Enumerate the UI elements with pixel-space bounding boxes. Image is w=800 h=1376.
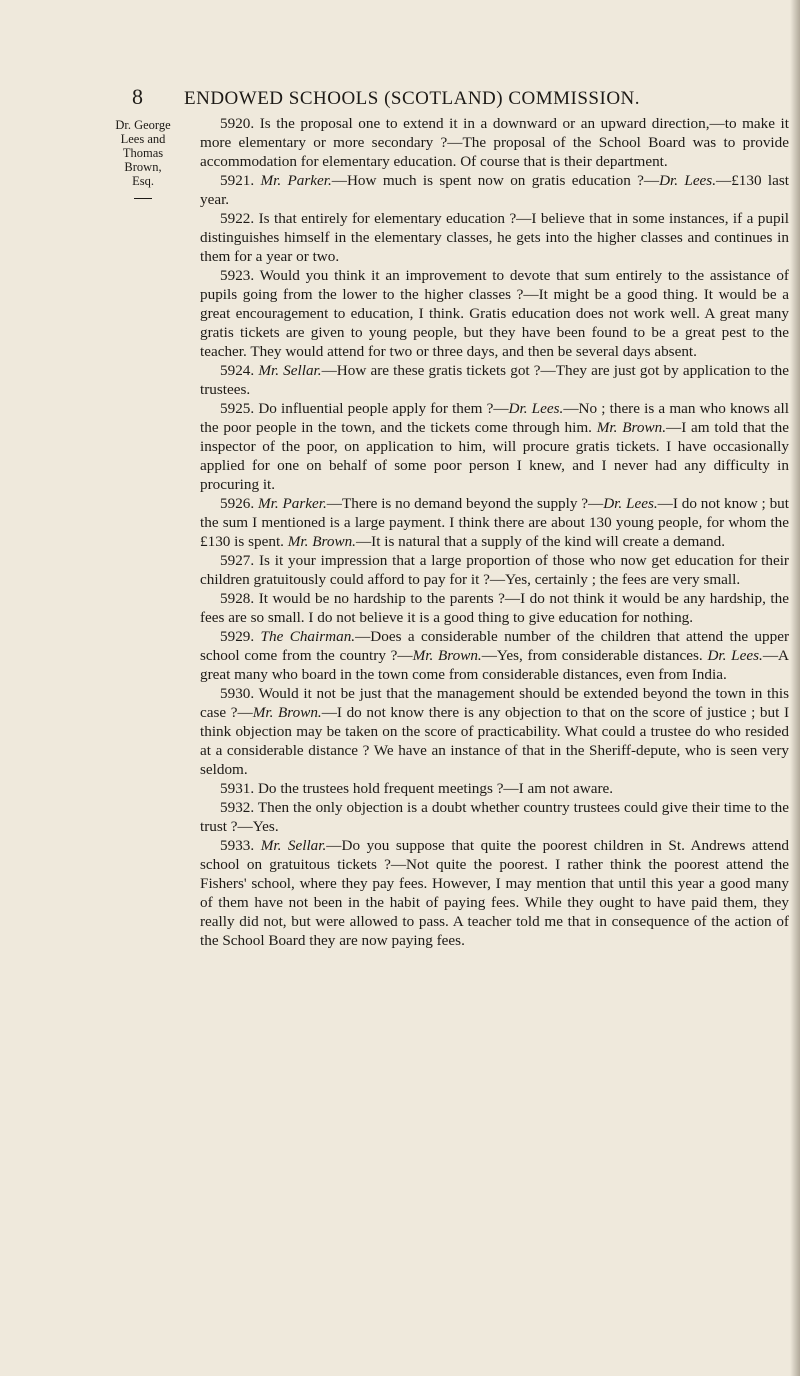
margin-note-line: Dr. George: [115, 118, 171, 132]
paragraph-text: 5921.: [220, 172, 261, 189]
testimony-paragraph: [200, 836, 789, 950]
speaker-name: Mr. Brown.: [412, 647, 482, 664]
paragraph-text: 5930. Would it not be just that the management should be extended beyond the town in this case ?—: [200, 685, 789, 721]
paragraph-text: —Do you suppose that quite the poorest children in St. Andrews attend school on gratuitous tickets ?—Not quite the poorest. I rather think the poorest attend the Fishers' school, where they pay fees. However, I may mention that until this year a good many of them have not been in the habit of paying fees. While they ought to have paid them, they really did not, but were allowed to pass. A teacher told me that in consequence of the action of the School Board they are now paying fees.: [200, 837, 790, 949]
testimony-paragraph: [200, 209, 789, 266]
margin-note-line: Lees and: [120, 132, 166, 146]
paragraph-text: —Yes, from considerable distances.: [481, 647, 708, 664]
page-edge-shadow: [790, 0, 800, 1376]
speaker-name: Dr. Lees.: [659, 172, 717, 189]
testimony-paragraph: [200, 551, 789, 589]
paragraph-text: 5923. Would you think it an improvement to devote that sum entirely to the assistance of pupils going from the lower to the higher classes ?—It might be a good thing. It would be a great encouragement to education, I think. Gratis education does not work well. A great many gratis tickets are given to young people, but they have been found to be a great pest to the teacher. They would attend for two or three days, and then be several days absent.: [200, 267, 789, 360]
testimony-paragraph: [200, 589, 789, 627]
paragraph-text: 5933.: [220, 837, 261, 854]
speaker-name: The Chairman.: [260, 628, 356, 645]
testimony-paragraph: [200, 684, 789, 779]
paragraph-text: —I do not know ; but the sum I mentioned is a large payment. I think there are about 130 young people, for whom the £130 is spent.: [200, 495, 789, 550]
margin-rule: [134, 198, 152, 199]
paragraph-text: 5922. Is that entirely for elementary education ?—I believe that in some instances, if a pupil distinguishes himself in the elementary classes, he gets into the higher classes and continues in them for a year or two.: [200, 210, 789, 265]
margin-note-line: Thomas: [122, 146, 164, 160]
testimony-paragraph: [200, 627, 789, 684]
paragraph-text: 5929.: [220, 628, 261, 645]
speaker-name: Dr. Lees.: [508, 400, 564, 417]
paragraph-text: 5925. Do influential people apply for them ?—: [220, 400, 509, 417]
paragraph-text: 5926.: [220, 495, 258, 512]
page-number: 8: [132, 84, 143, 109]
testimony-paragraph: [200, 171, 789, 209]
paragraph-text: 5932. Then the only objection is a doubt whether country trustees could give their time to the trust ?—Yes.: [200, 799, 789, 835]
paragraph-text: —It is natural that a supply of the kind will create a demand.: [355, 533, 726, 550]
paragraph-text: —A great many who board in the town come from considerable distances, even from India.: [200, 647, 789, 683]
paragraph-text: 5924.: [220, 362, 259, 379]
speaker-name: Dr. Lees.: [707, 647, 763, 664]
paragraph-text: 5931. Do the trustees hold frequent meetings ?—I am not aware.: [220, 780, 614, 797]
margin-note: [103, 118, 183, 202]
paragraph-text: —I am told that the inspector of the poor, on application to him, will procure gratis tickets. I have occasionally applied for one on behalf of some poor person I knew, and I never had any difficulty in procuring it.: [200, 419, 789, 493]
paragraph-text: —No ; there is a man who knows all the poor people in the town, and the tickets come through him.: [200, 400, 789, 436]
paragraph-text: —How are these gratis tickets got ?—They are just got by application to the trustees.: [200, 362, 790, 398]
testimony-paragraph: [200, 399, 789, 494]
speaker-name: Mr. Parker.: [260, 172, 332, 189]
paragraph-text: —How much is spent now on gratis education ?—: [331, 172, 660, 189]
speaker-name: Dr. Lees.: [603, 495, 658, 512]
paragraph-text: —Does a considerable number of the children that attend the upper school come from the country ?—: [200, 628, 790, 664]
page-header: [132, 84, 692, 110]
testimony-paragraph: [200, 798, 789, 836]
testimony-paragraph: [200, 494, 789, 551]
speaker-name: Mr. Sellar.: [260, 837, 327, 854]
running-head: ENDOWED SCHOOLS (SCOTLAND) COMMISSION.: [184, 88, 641, 109]
testimony-body: [200, 114, 789, 950]
speaker-name: Mr. Brown.: [287, 533, 356, 550]
testimony-paragraph: [200, 779, 789, 798]
paragraph-text: 5928. It would be no hardship to the parents ?—I do not think it would be any hardship, the fees are so small. I do not believe it is a good thing to give education for nothing.: [200, 590, 789, 626]
paragraph-text: —There is no demand beyond the supply ?—: [326, 495, 604, 512]
testimony-paragraph: [200, 361, 789, 399]
speaker-name: Mr. Parker.: [258, 495, 327, 512]
speaker-name: Mr. Sellar.: [258, 362, 322, 379]
testimony-paragraph: [200, 114, 789, 171]
speaker-name: Mr. Brown.: [596, 419, 666, 436]
paragraph-text: 5920. Is the proposal one to extend it in a downward or an upward direction,—to make it more elementary or more secondary ?—The proposal of the School Board was to provide accommodation for elementary education. Of course that is their department.: [200, 115, 789, 170]
speaker-name: Mr. Brown.: [252, 704, 322, 721]
paragraph-text: —£130 last year.: [200, 172, 789, 208]
margin-note-line: Esq.: [132, 174, 154, 188]
testimony-paragraph: [200, 266, 789, 361]
margin-note-line: Brown,: [124, 160, 162, 174]
paragraph-text: —I do not know there is any objection to that on the score of justice ; but I think objection may be taken on the score of practicability. What could a trustee do who resided at a considerable distance ? We have an instance of that in the Sheriff-depute, who is seen very seldom.: [200, 704, 790, 778]
paragraph-text: 5927. Is it your impression that a large proportion of those who now get education for their children gratuitously could afford to pay for it ?—Yes, certainly ; the fees are very small.: [200, 552, 789, 588]
